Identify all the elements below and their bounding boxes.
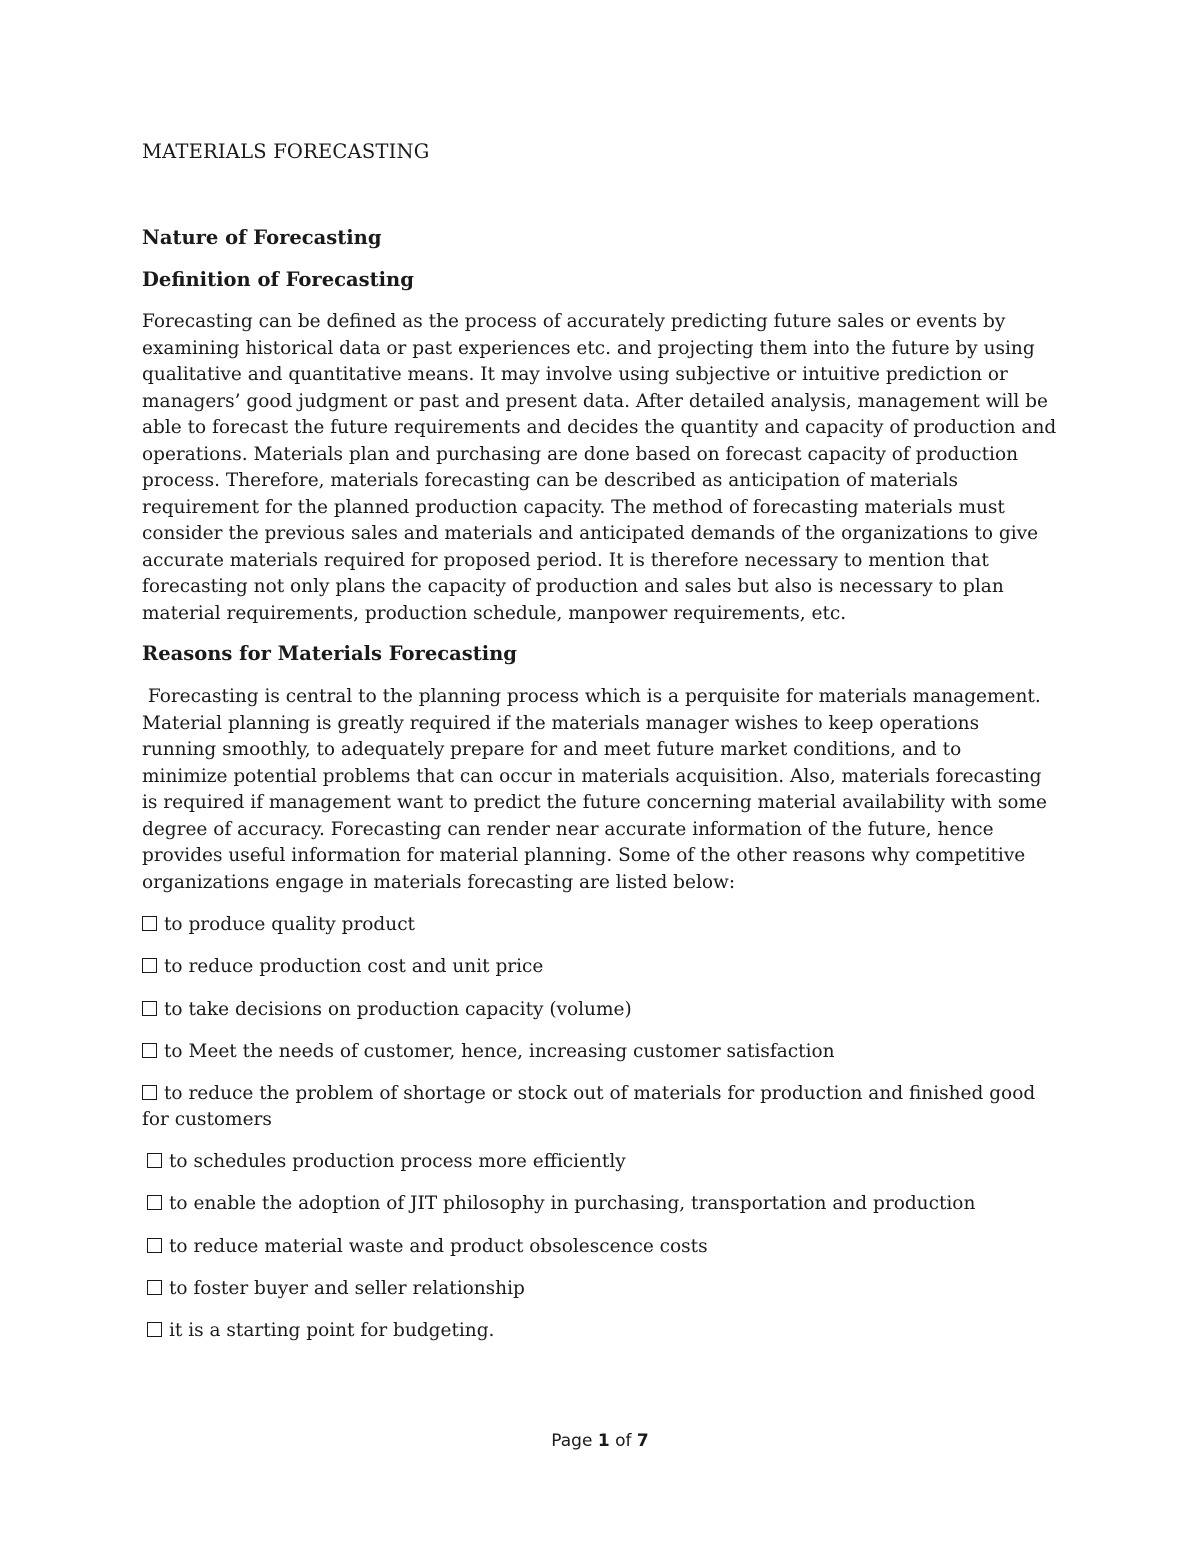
checkbox-square-icon (142, 1043, 157, 1058)
list-item-text: to produce quality product (164, 914, 415, 935)
footer-page-word: Page (551, 1431, 593, 1451)
heading-nature-of-forecasting: Nature of Forecasting (142, 226, 382, 249)
checkbox-square-icon (142, 1001, 157, 1016)
list-item-text: to reduce material waste and product obsolescence costs (169, 1236, 708, 1257)
list-item (142, 997, 632, 1023)
list-item-text: to enable the adoption of JIT philosophy in purchasing, transportation and production (169, 1193, 976, 1214)
heading-definition-of-forecasting: Definition of Forecasting (142, 268, 414, 291)
checkbox-square-icon (147, 1153, 162, 1168)
checkbox-square-icon (147, 1322, 162, 1337)
list-item (142, 954, 543, 980)
list-item (147, 1318, 494, 1344)
paragraph-line: able to forecast the future requirements and decides the quantity and capacity of production and (142, 417, 1057, 438)
list-item-text: to reduce the problem of shortage or stock out of materials for production and finished good (164, 1083, 1036, 1104)
list-item (142, 1081, 1035, 1107)
page-number-footer (0, 1431, 1200, 1451)
paragraph-line: running smoothly, to adequately prepare for and meet future market conditions, and to (142, 739, 962, 760)
paragraph-line: organizations engage in materials forecasting are listed below: (142, 872, 736, 893)
list-item (142, 1039, 835, 1065)
paragraph-line: provides useful information for material planning. Some of the other reasons why competitive (142, 845, 1026, 866)
list-item (147, 1191, 975, 1217)
list-item-text: to Meet the needs of customer, hence, increasing customer satisfaction (164, 1041, 835, 1062)
paragraph-line: process. Therefore, materials forecasting can be described as anticipation of materials (142, 470, 959, 491)
footer-page-total: 7 (636, 1431, 649, 1451)
paragraph-line: minimize potential problems that can occur in materials acquisition. Also, materials forecasting (142, 766, 1042, 787)
paragraph-line: degree of accuracy. Forecasting can render near accurate information of the future, hence (142, 819, 994, 840)
checkbox-square-icon (142, 1085, 157, 1100)
paragraph-line: Forecasting is central to the planning process which is a perquisite for materials management. (142, 686, 1041, 707)
checkbox-square-icon (142, 958, 157, 973)
checkbox-square-icon (147, 1238, 162, 1253)
document-title: MATERIALS FORECASTING (142, 140, 430, 163)
paragraph-line: forecasting not only plans the capacity of production and sales but also is necessary to plan (142, 576, 1004, 597)
paragraph-line: examining historical data or past experiences etc. and projecting them into the future by using (142, 338, 1035, 359)
list-item-text: to reduce production cost and unit price (164, 956, 544, 977)
paragraph-line: material requirements, production schedule, manpower requirements, etc. (142, 603, 847, 624)
list-item-continuation: for customers (142, 1109, 272, 1130)
paragraph-line: operations. Materials plan and purchasing are done based on forecast capacity of production (142, 444, 1018, 465)
paragraph-line: Forecasting can be defined as the process of accurately predicting future sales or events by (142, 311, 1006, 332)
footer-of-word: of (615, 1431, 632, 1451)
list-item-text: to schedules production process more efficiently (169, 1151, 626, 1172)
checkbox-square-icon (147, 1195, 162, 1210)
checkbox-square-icon (147, 1280, 162, 1295)
list-item-text: to take decisions on production capacity (volume) (164, 999, 632, 1020)
paragraph-line: qualitative and quantitative means. It may involve using subjective or intuitive prediction or (142, 364, 1008, 385)
footer-page-number: 1 (597, 1431, 610, 1451)
paragraph-line: accurate materials required for proposed period. It is therefore necessary to mention that (142, 550, 989, 571)
checkbox-square-icon (142, 916, 157, 931)
list-item (147, 1234, 708, 1260)
paragraph-line: is required if management want to predict the future concerning material availability with some (142, 792, 1047, 813)
paragraph-line: Material planning is greatly required if the materials manager wishes to keep operations (142, 713, 980, 734)
list-item-text: it is a starting point for budgeting. (169, 1320, 495, 1341)
list-item-text: to foster buyer and seller relationship (169, 1278, 525, 1299)
paragraph-line: requirement for the planned production capacity. The method of forecasting materials must (142, 497, 1005, 518)
list-item (147, 1276, 525, 1302)
paragraph-line: consider the previous sales and materials and anticipated demands of the organizations to give (142, 523, 1039, 544)
list-item (147, 1149, 626, 1175)
paragraph-line: managers’ good judgment or past and present data. After detailed analysis, management will be (142, 391, 1048, 412)
list-item (142, 912, 415, 938)
heading-reasons-for-materials-forecasting: Reasons for Materials Forecasting (142, 642, 517, 665)
